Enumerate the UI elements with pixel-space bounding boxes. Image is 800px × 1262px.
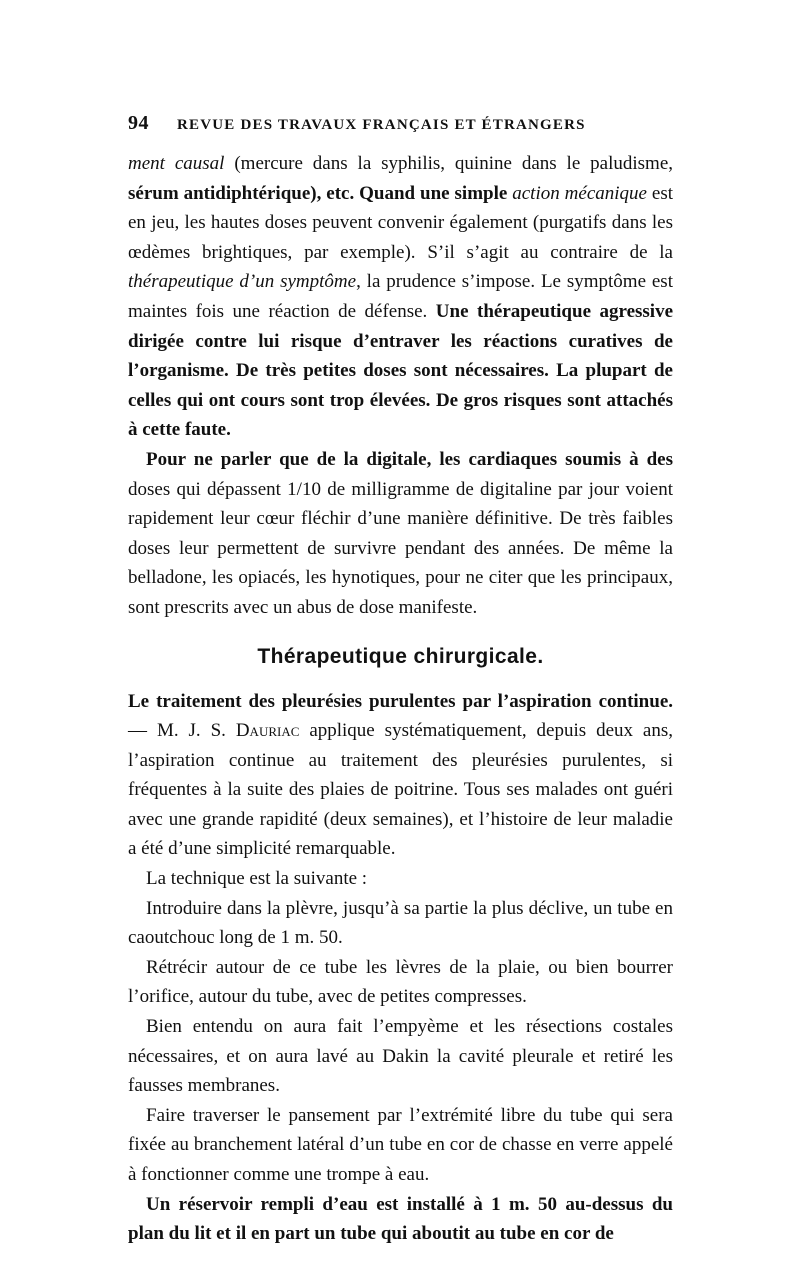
text-span: ment causal <box>128 153 225 174</box>
paragraph-step-dressing: Faire traverser le pansement par l’extrémité libre du tube qui sera fixée au branchement latéral d’un tube en cor de chasse en verre appelé à fonctionner comme une trompe à eau. <box>128 1104 673 1185</box>
page-number: 94 <box>128 112 149 134</box>
title-dash: — <box>128 720 157 742</box>
text-span: est en jeu, les hautes doses peuvent convenir également (purgatifs dans les œdèmes brightiques, par exemple). S’il s’agit au contraire de la <box>128 182 673 263</box>
text-span: (mercure dans la syphilis, quinine dans le paludisme, <box>224 153 673 174</box>
running-header <box>128 112 673 135</box>
paragraph-step-narrow-wound: Rétrécir autour de ce tube les lèvres de la plaie, ou bien bourrer l’orifice, autour du tube, avec de petites compresses. <box>128 956 673 1008</box>
paragraph-technique-intro: La technique est la suivante : <box>146 868 368 890</box>
paragraph-article-lead <box>128 687 673 865</box>
text-span: thérapeutique d’un symptôme <box>128 271 357 293</box>
text-span: , la prudence s’impose. Le symptôme est maintes fois une réaction de défense. <box>128 271 673 322</box>
journal-title: REVUE DES TRAVAUX FRANÇAIS ET ÉTRANGERS <box>177 117 586 133</box>
paragraph-step-empyema: Bien entendu on aura fait l’empyème et les résections costales nécessaires, et on aura lavé au Dakin la cavité pleurale et retiré les fausses membranes. <box>128 1016 673 1097</box>
paragraph-causal-treatment <box>128 149 673 445</box>
author-name: Dauriac <box>235 720 300 742</box>
author-prefix: M. J. S. <box>156 720 236 742</box>
text-span: Une thérapeutique agressive dirigée contre lui risque d’entraver les réactions curatives de l’organisme. De très petites doses sont nécessaires. La plupart de celles qui ont cours sont trop élevées. De gros risques sont attachés à cette faute. <box>128 300 673 441</box>
text-span: action mécanique <box>512 182 647 204</box>
article-title: Le traitement des pleurésies purulentes par l’aspiration continue. <box>128 690 673 712</box>
section-title: Thérapeutique chirurgicale. <box>257 644 544 668</box>
text-span: sérum antidiphtérique), etc. Quand une simple <box>128 182 508 204</box>
paragraph-step-reservoir: Un réservoir rempli d’eau est installé à 1 m. 50 au-dessus du plan du lit et il en part un tube qui aboutit au tube en cor de <box>128 1193 673 1245</box>
text-span: doses qui dépassent 1/10 de milligramme de digitaline par jour voient rapidement leur cœur fléchir d’une manière définitive. De très faibles doses leur permettent de survivre pendant des années. De même la belladone, les opiacés, les hynotiques, pour ne citer que les principaux, sont prescrits avec un abus de dose manifeste. <box>128 478 673 618</box>
paragraph-step-introduce-tube: Introduire dans la plèvre, jusqu’à sa partie la plus déclive, un tube en caoutchouc long de 1 m. 50. <box>128 897 673 949</box>
article-lead-text: applique systématiquement, depuis deux ans, l’aspiration continue au traitement des pleurésies purulentes, si fréquentes à la suite des plaies de poitrine. Tous ses malades ont guéri avec une grande rapidité (deux semaines), et l’histoire de leur maladie a été d’une simplicité remarquable. <box>128 720 674 860</box>
text-span: Pour ne parler que de la digitale, les cardiaques soumis à des <box>146 448 673 470</box>
page <box>128 112 673 1249</box>
paragraph-digitale <box>128 445 673 623</box>
